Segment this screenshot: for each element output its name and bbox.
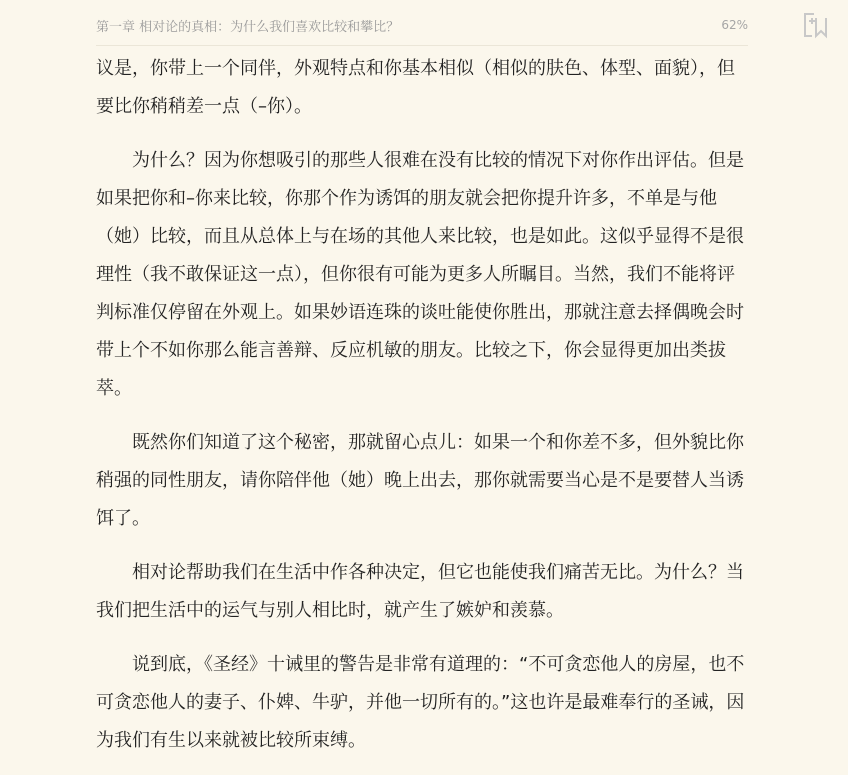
chapter-title: 第一章 相对论的真相：为什么我们喜欢比较和攀比？ [96,19,400,35]
chapter-content [96,50,748,775]
reader-header [96,14,748,36]
add-bookmark-button[interactable] [800,10,830,40]
paragraph: 说到底，《圣经》十诫里的警告是非常有道理的：“不可贪恋他人的房屋，也不可贪恋他人的妻子、仆婢、牛驴，并他一切所有的。”这也许是最难奉行的圣诫，因为我们有生以来就被比较所束缚。 [96,654,745,751]
paragraph: 议是，你带上一个同伴，外观特点和你基本相似（相似的肤色、体型、面貌），但要比你稍稍差一点（–你）。 [96,58,735,117]
reading-progress: 62% [721,18,748,32]
header-divider [96,45,748,46]
paragraph: 相对论帮助我们在生活中作各种决定，但它也能使我们痛苦无比。为什么？当我们把生活中的运气与别人相比时，就产生了嫉妒和羡慕。 [96,562,744,621]
add-bookmark-icon [800,10,830,40]
paragraph: 为什么？因为你想吸引的那些人很难在没有比较的情况下对你作出评估。但是如果把你和–你来比较，你那个作为诱饵的朋友就会把你提升许多，不单是与他（她）比较，而且从总体上与在场的其他人来比较，也是如此。这似乎显得不是很理性（我不敢保证这一点），但你很有可能为更多人所瞩目。当然，我们不能将评判标准仅停留在外观上。如果妙语连珠的谈吐能使你胜出，那就注意去择偶晚会时带上个不如你那么能言善辩、反应机敏的朋友。比较之下，你会显得更加出类拔萃。 [96,150,744,399]
paragraph: 既然你们知道了这个秘密，那就留心点儿：如果一个和你差不多，但外貌比你稍强的同性朋友，请你陪伴他（她）晚上出去，那你就需要当心是不是要替人当诱饵了。 [96,432,744,529]
